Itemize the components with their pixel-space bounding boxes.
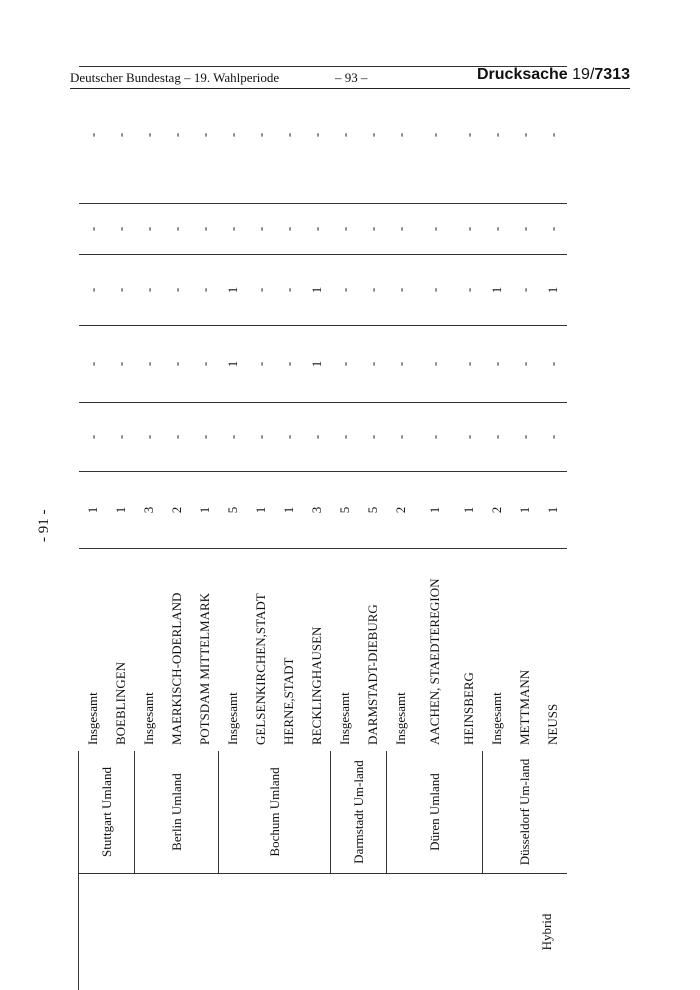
value-cell: -	[331, 326, 359, 403]
value-cell: -	[387, 255, 415, 326]
row-label: Insgesamt	[336, 692, 352, 745]
value-cell: -	[415, 255, 455, 326]
value-cell: -	[415, 67, 455, 204]
value-cell: 3	[303, 472, 331, 549]
value-cell: -	[107, 326, 135, 403]
value-cell: -	[135, 326, 163, 403]
value-cell: 1	[107, 472, 135, 549]
value-cell: -	[511, 403, 539, 472]
value-cell: -	[511, 326, 539, 403]
value-cell: 5	[331, 472, 359, 549]
value-cell: -	[107, 403, 135, 472]
value-cell: -	[331, 204, 359, 255]
value-cell: -	[191, 403, 219, 472]
value-cell: 5	[359, 472, 387, 549]
row-label: DARMSTADT-DIEBURG	[364, 604, 380, 745]
doc-label: Drucksache	[476, 66, 568, 83]
value-cell	[387, 0, 415, 67]
value-cell: -	[107, 67, 135, 204]
value-cell: 2	[483, 472, 511, 549]
value-cell: 1	[539, 472, 567, 549]
value-cell: -	[219, 67, 247, 204]
value-cell: 2	[387, 472, 415, 549]
row-label: RECKLINGHAUSEN	[308, 626, 324, 745]
value-cell: -	[387, 326, 415, 403]
row-label: BOEBLINGEN	[112, 661, 128, 745]
value-cell: -	[219, 403, 247, 472]
value-cell: -	[135, 403, 163, 472]
value-cell: -	[415, 326, 455, 403]
value-cell: -	[191, 67, 219, 204]
group-label: Hybrid	[79, 874, 567, 990]
value-cell: -	[483, 67, 511, 204]
row-label: AACHEN, STAEDTEREGION	[426, 578, 442, 745]
value-cell: -	[275, 403, 303, 472]
value-cell: 1	[511, 472, 539, 549]
value-cell: -	[163, 403, 191, 472]
row-label: METTMANN	[516, 669, 532, 745]
value-cell: -	[191, 255, 219, 326]
value-cell	[511, 0, 539, 67]
value-cell: -	[247, 204, 275, 255]
row-label: Insgesamt	[488, 692, 504, 745]
value-cell: -	[511, 204, 539, 255]
value-cell	[163, 0, 191, 67]
value-cell: 1	[415, 472, 455, 549]
value-cell	[191, 0, 219, 67]
doc-number: 7313	[594, 66, 630, 83]
value-cell: 1	[247, 472, 275, 549]
value-cell	[331, 0, 359, 67]
value-cell: -	[303, 67, 331, 204]
value-cell: -	[539, 326, 567, 403]
row-label: Insgesamt	[224, 692, 240, 745]
value-cell: -	[359, 326, 387, 403]
value-cell: -	[275, 67, 303, 204]
value-cell: -	[303, 403, 331, 472]
value-cell: -	[359, 403, 387, 472]
row-label: NEUSS	[544, 703, 560, 745]
value-cell: -	[455, 67, 483, 204]
value-cell: -	[387, 403, 415, 472]
row-label: Insgesamt	[392, 692, 408, 745]
value-cell: -	[331, 67, 359, 204]
value-cell: -	[455, 326, 483, 403]
value-cell	[359, 0, 387, 67]
value-cell	[135, 0, 163, 67]
value-cell: -	[163, 67, 191, 204]
value-cell	[483, 0, 511, 67]
value-cell: 1	[219, 326, 247, 403]
value-cell: 1	[455, 472, 483, 549]
value-cell: 1	[275, 472, 303, 549]
value-cell: -	[275, 255, 303, 326]
row-label: Insgesamt	[140, 692, 156, 745]
statistics-table-body	[79, 0, 567, 990]
value-cell: 1	[303, 326, 331, 403]
value-cell: -	[135, 255, 163, 326]
value-cell: -	[247, 326, 275, 403]
table-row	[79, 0, 107, 990]
value-cell: 1	[303, 255, 331, 326]
value-cell: -	[79, 67, 107, 204]
value-cell: -	[275, 326, 303, 403]
value-cell: -	[79, 326, 107, 403]
value-cell: 1	[483, 255, 511, 326]
value-cell: -	[387, 67, 415, 204]
value-cell: -	[135, 67, 163, 204]
value-cell: 3	[135, 472, 163, 549]
value-cell: -	[359, 204, 387, 255]
row-label: HEINSBERG	[460, 672, 476, 745]
value-cell	[539, 0, 567, 67]
value-cell: -	[163, 326, 191, 403]
value-cell	[219, 0, 247, 67]
value-cell: -	[135, 204, 163, 255]
value-cell: -	[191, 204, 219, 255]
region-name: Stuttgart Umland	[79, 751, 135, 874]
value-cell: -	[275, 204, 303, 255]
value-cell: -	[539, 403, 567, 472]
value-cell: -	[455, 403, 483, 472]
rotated-table-container	[78, 110, 558, 990]
value-cell: 1	[191, 472, 219, 549]
value-cell: -	[539, 204, 567, 255]
value-cell: -	[511, 255, 539, 326]
value-cell	[247, 0, 275, 67]
table-row	[331, 0, 359, 990]
value-cell: -	[455, 204, 483, 255]
value-cell: -	[79, 204, 107, 255]
value-cell: -	[415, 204, 455, 255]
table-row	[135, 0, 163, 990]
region-name: Düsseldorf Um-land	[483, 751, 567, 874]
row-label: MAERKISCH-ODERLAND	[168, 592, 184, 745]
value-cell: -	[359, 255, 387, 326]
value-cell: -	[107, 204, 135, 255]
value-cell	[415, 0, 455, 67]
header-parliament: Deutscher Bundestag – 19. Wahlperiode	[70, 70, 280, 85]
doc-number-prefix: 19/	[572, 66, 595, 83]
value-cell: -	[387, 204, 415, 255]
value-cell: -	[483, 403, 511, 472]
value-cell: -	[79, 255, 107, 326]
value-cell: -	[247, 403, 275, 472]
value-cell: -	[79, 403, 107, 472]
value-cell: 1	[539, 255, 567, 326]
row-label: POTSDAM MITTELMARK	[196, 592, 212, 745]
value-cell: -	[483, 204, 511, 255]
region-name: Berlin Umland	[135, 751, 219, 874]
value-cell	[107, 0, 135, 67]
value-cell: -	[455, 255, 483, 326]
value-cell: -	[483, 326, 511, 403]
rotated-page-number: - 91 -	[36, 509, 52, 542]
value-cell: -	[359, 67, 387, 204]
table-row	[219, 0, 247, 990]
value-cell: 1	[219, 255, 247, 326]
value-cell: -	[107, 255, 135, 326]
value-cell: -	[303, 204, 331, 255]
value-cell: -	[219, 204, 247, 255]
value-cell: -	[331, 255, 359, 326]
statistics-table	[78, 0, 567, 990]
value-cell: -	[163, 204, 191, 255]
value-cell	[303, 0, 331, 67]
value-cell: -	[247, 255, 275, 326]
region-name: Darmstadt Um-land	[331, 751, 387, 874]
value-cell: 1	[79, 472, 107, 549]
region-name: Düren Umland	[387, 751, 483, 874]
row-label: GELSENKIRCHEN,STADT	[252, 593, 268, 745]
value-cell: -	[191, 326, 219, 403]
value-cell	[455, 0, 483, 67]
value-cell: -	[331, 403, 359, 472]
value-cell: 5	[219, 472, 247, 549]
value-cell: 2	[163, 472, 191, 549]
value-cell: -	[247, 67, 275, 204]
value-cell: -	[415, 403, 455, 472]
table-row	[483, 0, 511, 990]
value-cell	[79, 0, 107, 67]
table-row	[387, 0, 415, 990]
value-cell: -	[539, 67, 567, 204]
value-cell: -	[163, 255, 191, 326]
header-page-number: – 93 –	[335, 70, 368, 85]
row-label: HERNE,STADT	[280, 657, 296, 745]
row-label: Insgesamt	[84, 692, 100, 745]
value-cell	[275, 0, 303, 67]
region-name: Bochum Umland	[219, 751, 331, 874]
value-cell: -	[511, 67, 539, 204]
